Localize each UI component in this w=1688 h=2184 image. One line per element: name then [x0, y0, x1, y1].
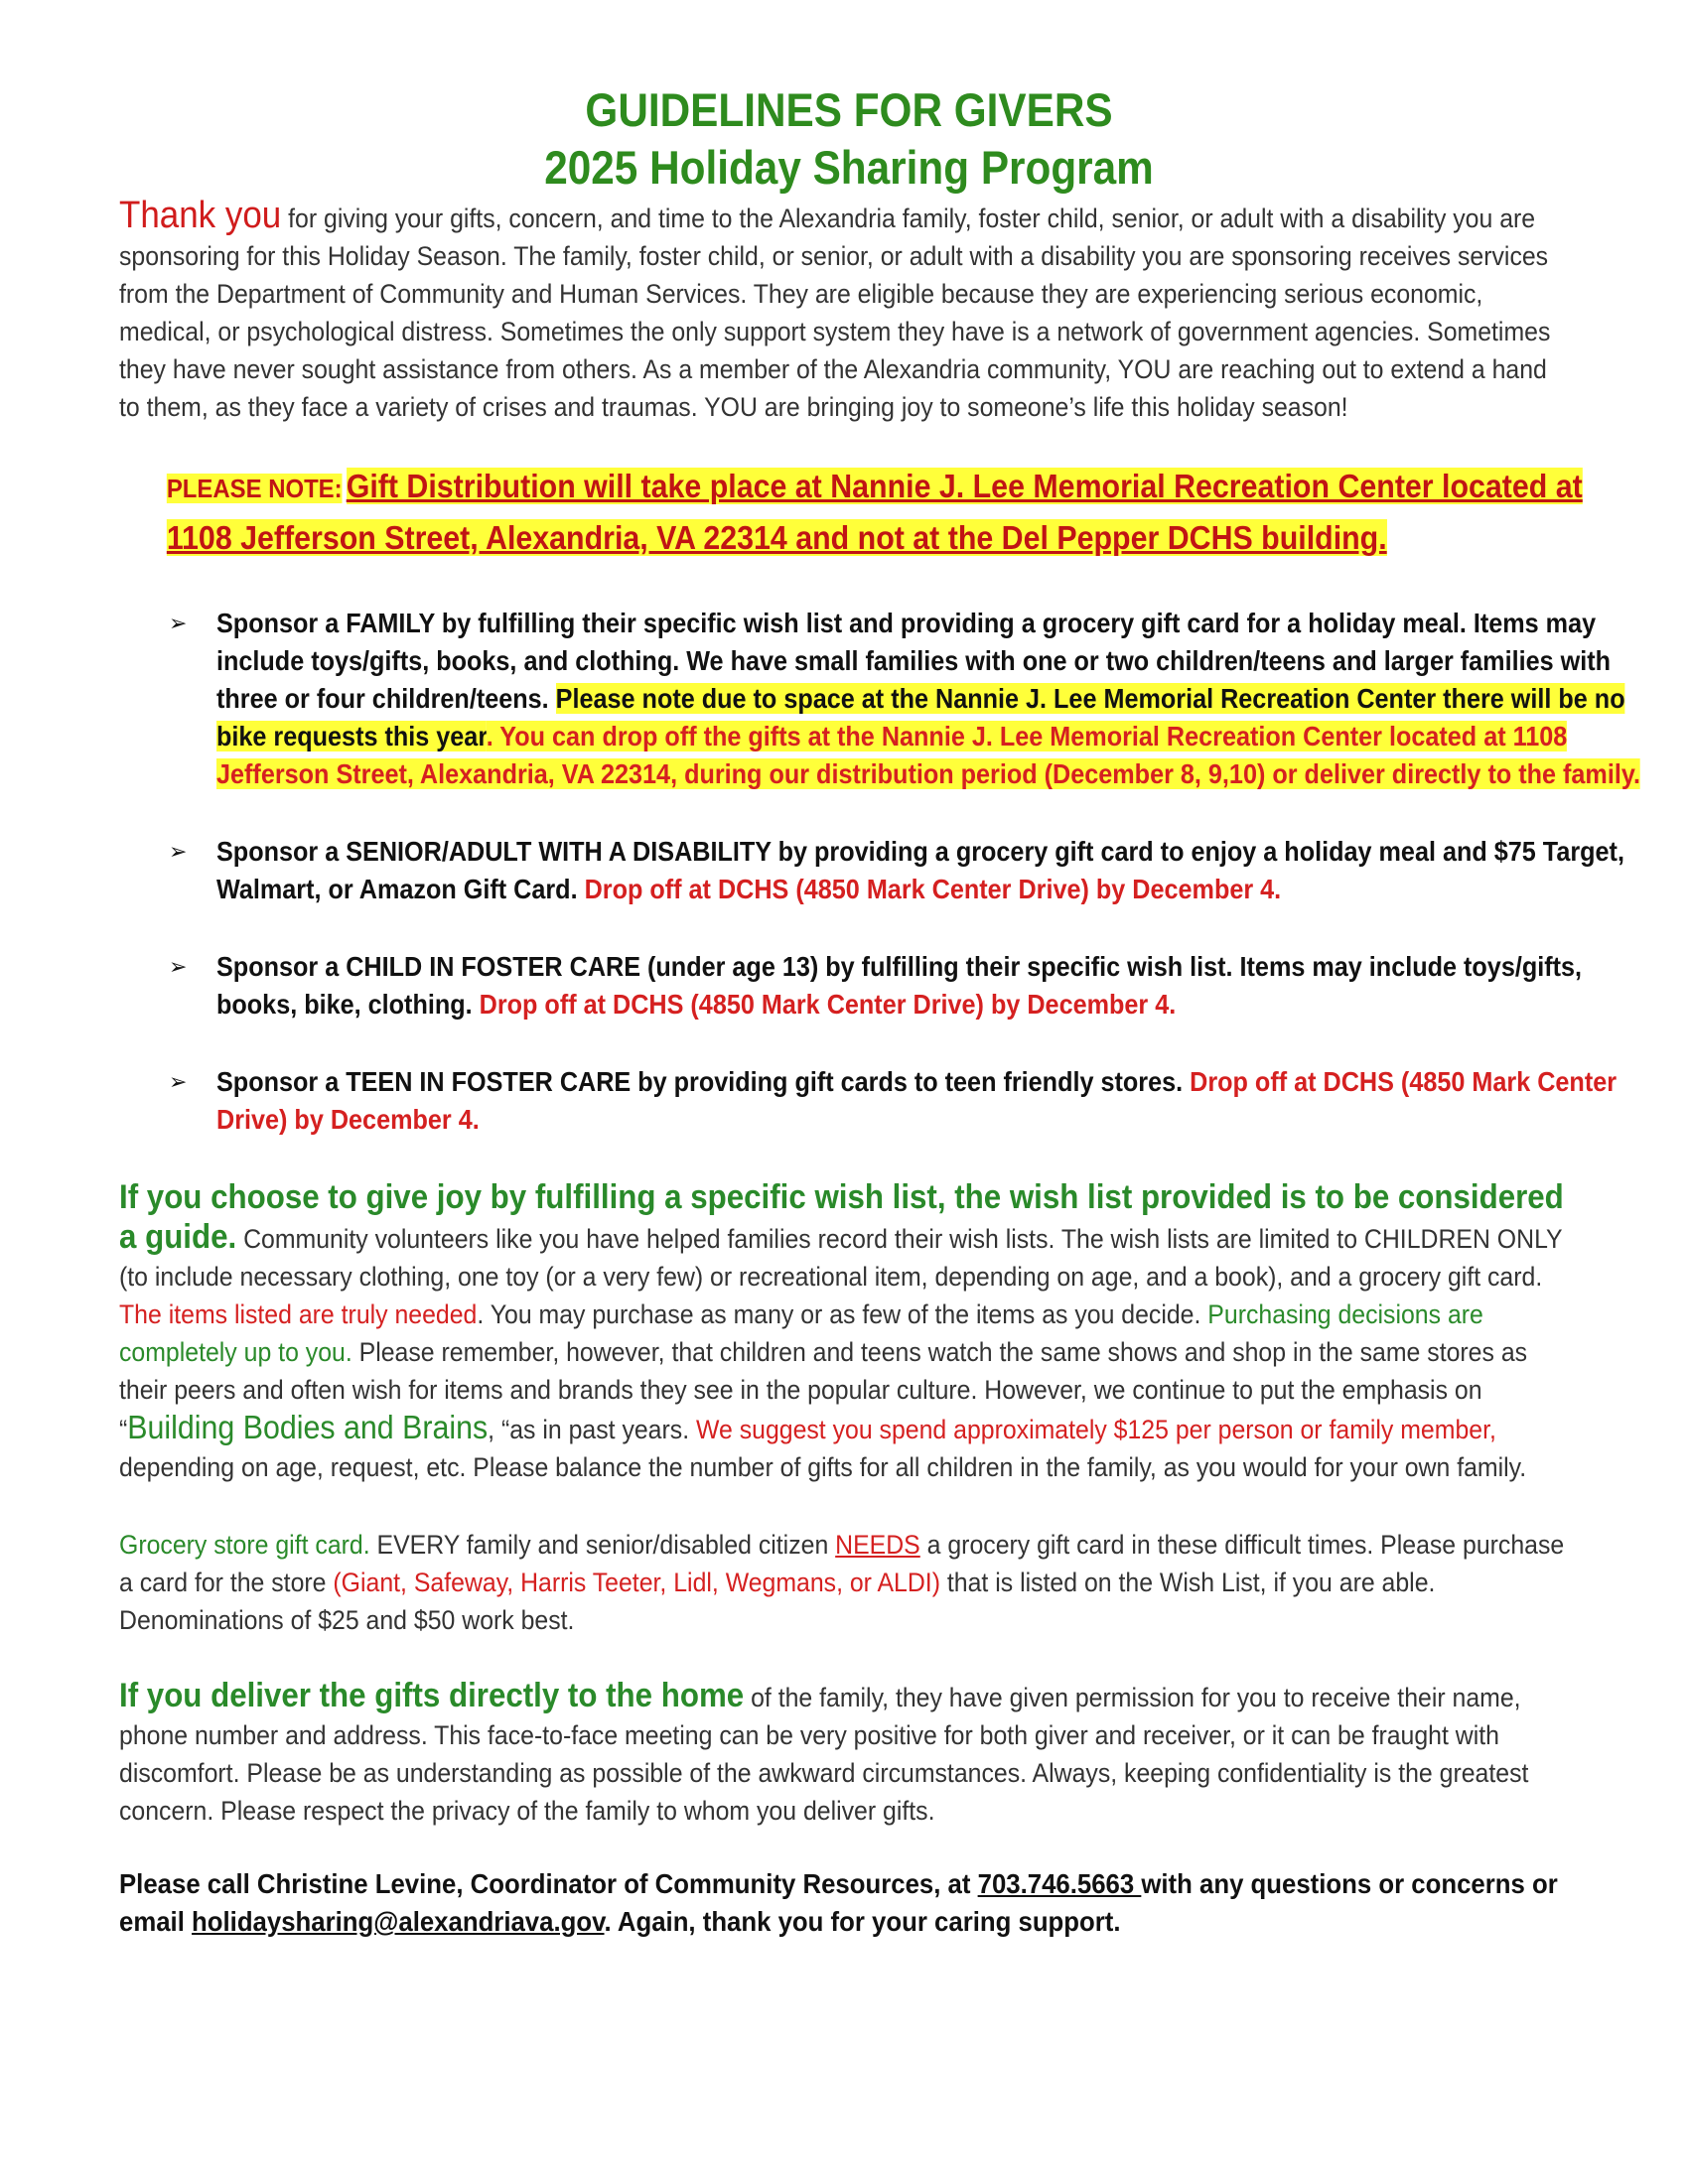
- please-note: [119, 464, 1610, 567]
- closing-paragraph: [119, 1865, 1599, 1941]
- wishlist-green: Purchasing decisions are completely up to you.: [119, 1299, 1483, 1367]
- wishlist-red: We suggest you spend approximately $125 per person or family member,: [695, 1415, 1496, 1444]
- note-text: Gift Distribution will take place at Nannie J. Lee Memorial Recreation Center located at 1108 Jefferson Street, Alexandria, VA 22314 and not at the Del Pepper DCHS building.: [166, 468, 1583, 556]
- bullet-main: Sponsor a TEEN IN FOSTER CARE by providing gift cards to teen friendly stores.: [216, 1066, 1191, 1097]
- list-item: [119, 948, 1583, 1024]
- closing-text: with any questions or concerns or email: [119, 1868, 1558, 1937]
- page-title: GUIDELINES FOR GIVERS: [585, 83, 1113, 136]
- closing-text: Please call Christine Levine, Coordinator of Community Resources, at: [119, 1868, 978, 1899]
- wishlist-green-big: Building Bodies and Brains: [127, 1409, 489, 1445]
- bullet-red: Drop off at DCHS (4850 Mark Center Drive) by December 4.: [479, 989, 1177, 1020]
- arrowhead-icon: ➢: [169, 611, 188, 635]
- grocery-text: that is listed on the Wish List, if you are able. Denominations of $25 and $50 work best.: [119, 1568, 1436, 1635]
- intro-paragraph: [119, 197, 1572, 426]
- wishlist-paragraph: [119, 1178, 1572, 1486]
- wishlist-text: Please remember, however, that children and teens watch the same shows and shop in the same stores as their peers and often wish for items and brands they see in the popular culture. However, we continue to put the emphasis on “: [119, 1337, 1528, 1444]
- wishlist-red: The items listed are truly needed: [119, 1299, 478, 1329]
- intro-text: for giving your gifts, concern, and time to the Alexandria family, foster child, senior, or adult with a disability you are sponsoring for this Holiday Season. The family, foster child, or senior, or adult with a disability you are sponsoring receives services from the Department of Community and Human Services. They are eligible because they are experiencing serious economic, medical, or psychological distress. Sometimes the only support system they have is a network of government agencies. Sometimes they have never sought assistance from others. As a member of the Alexandria community, YOU are reaching out to extend a hand to them, as they face a variety of crises and traumas. YOU are bringing joy to someone’s life this holiday season!: [119, 204, 1551, 422]
- wishlist-text: Community volunteers like you have helped families record their wish lists. The wish lists are limited to CHILDREN ONLY (to include necessary clothing, one toy (or a very few) or recreational item, depending on age, and a book), and a grocery gift card.: [119, 1224, 1563, 1292]
- list-item: [119, 833, 1624, 908]
- grocery-text: a grocery gift card in these difficult times. Please purchase a card for the store: [119, 1530, 1565, 1597]
- bullet-red: Drop off at DCHS (4850 Mark Center Drive) by December 4.: [584, 874, 1282, 904]
- deliver-heading: If you deliver the gifts directly to the home: [119, 1677, 745, 1714]
- intro-lead: Thank you: [119, 195, 282, 236]
- deliver-text: of the family, they have given permission for you to receive their name, phone number and address. This face-to-face meeting can be very positive for both giver and receiver, or it can be fraught with discomfort. Please be as understanding as possible of the awkward circumstances. Always, keeping confidentiality is the greatest concern. Please respect the privacy of the family to whom you deliver gifts.: [119, 1683, 1529, 1826]
- bullet-main: Sponsor a CHILD IN FOSTER CARE (under age 13) by fulfilling their specific wish list. Items may include toys/gifts, books, bike, clothing.: [216, 951, 1583, 1020]
- list-item: [119, 1063, 1618, 1139]
- bullet-main: Sponsor a FAMILY by fulfilling their specific wish list and providing a grocery gift card for a holiday meal. Items may include toys/gifts, books, and clothing. We have small families with one or two children/teens and larger families with three or four children/teens.: [216, 608, 1612, 714]
- wishlist-heading: If you choose to give joy by fulfilling a specific wish list, the wish list provided is to be considered a guide.: [119, 1178, 1564, 1256]
- arrowhead-icon: ➢: [169, 1069, 188, 1094]
- bullet-red: You can drop off the gifts at the Nannie J. Lee Memorial Recreation Center located at 1108 Jefferson Street, Alexandria, VA 22314, during our distribution period (December 8, 9,10) or deliver directly to the family.: [216, 721, 1640, 789]
- note-label: PLEASE NOTE:: [166, 474, 343, 503]
- grocery-text: EVERY family and senior/disabled citizen: [369, 1530, 836, 1560]
- grocery-paragraph: [119, 1526, 1572, 1639]
- bullet-highlight: Please note due to space at the Nannie J. Lee Memorial Recreation Center there will be no bike requests this year: [216, 683, 1625, 751]
- list-item: [119, 605, 1640, 793]
- bullet-red: Drop off at DCHS (4850 Mark Center Drive) by December 4.: [216, 1066, 1618, 1135]
- closing-text: . Again, thank you for your caring support.: [604, 1906, 1121, 1937]
- arrowhead-icon: ➢: [169, 954, 188, 979]
- page-subtitle: 2025 Holiday Sharing Program: [544, 141, 1154, 194]
- grocery-stores: (Giant, Safeway, Harris Teeter, Lidl, Wegmans, or ALDI): [333, 1568, 940, 1597]
- wishlist-text: . You may purchase as many or as few of the items as you decide.: [477, 1299, 1208, 1329]
- arrowhead-icon: ➢: [169, 839, 188, 864]
- bullet-dot: .: [486, 721, 493, 751]
- email-link[interactable]: holidaysharing@alexandriava.gov: [192, 1906, 605, 1937]
- grocery-heading: Grocery store gift card.: [119, 1530, 370, 1560]
- bullet-main: Sponsor a SENIOR/ADULT WITH A DISABILITY by providing a grocery gift card to enjoy a holiday meal and $75 Target, Walmart, or Amazon Gift Card.: [216, 836, 1624, 904]
- phone-link[interactable]: 703.746.5663: [977, 1868, 1142, 1899]
- wishlist-text: depending on age, request, etc. Please balance the number of gifts for all children in the family, as you would for your own family.: [119, 1452, 1527, 1482]
- deliver-paragraph: [119, 1677, 1572, 1830]
- grocery-needs: NEEDS: [835, 1530, 920, 1560]
- wishlist-text: , “as in past years.: [488, 1415, 696, 1444]
- sponsor-list: [119, 605, 1640, 1139]
